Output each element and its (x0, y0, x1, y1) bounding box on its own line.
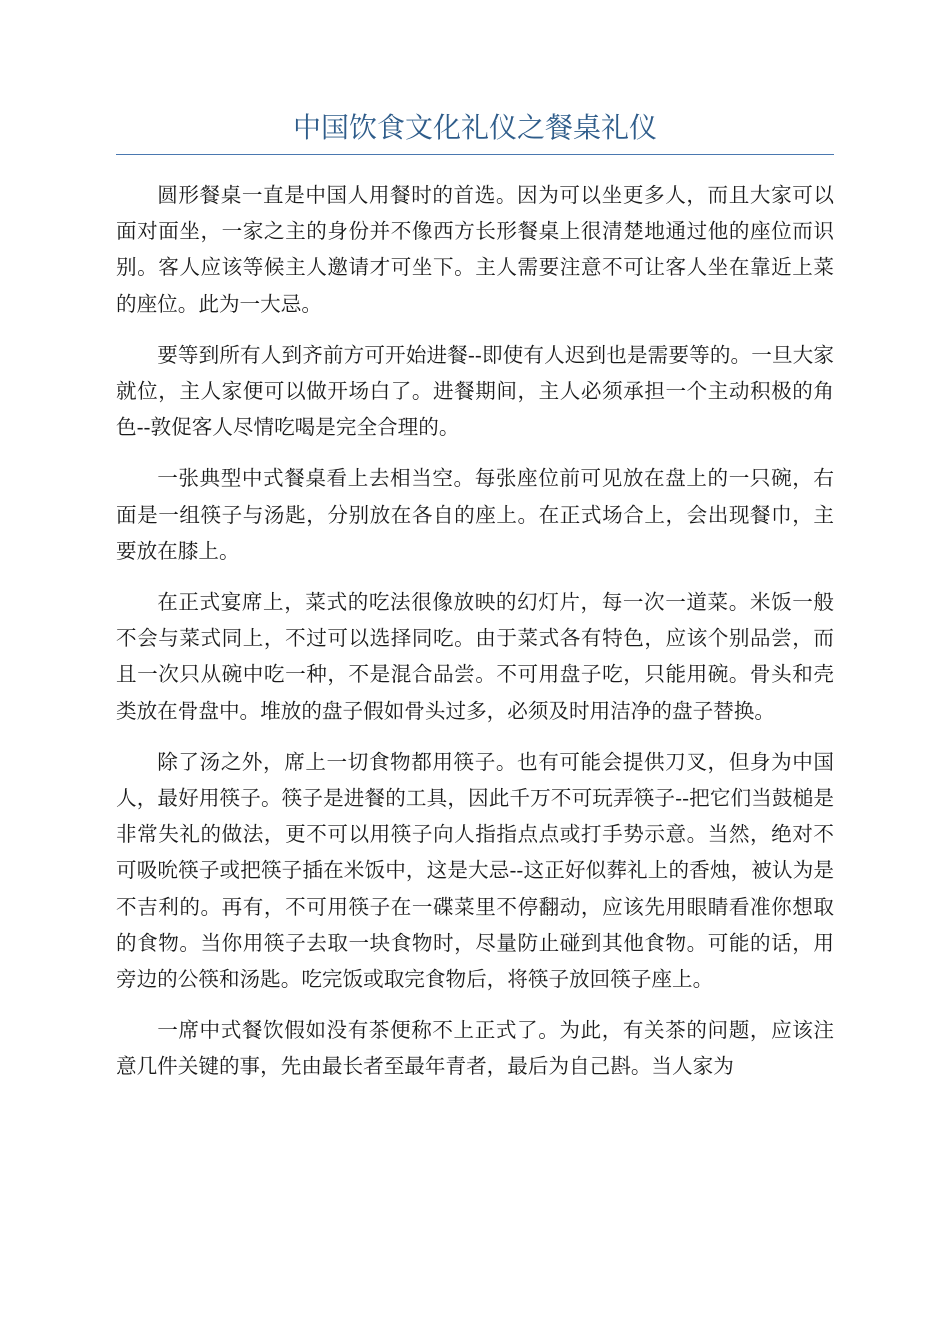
paragraph-1: 圆形餐桌一直是中国人用餐时的首选。因为可以坐更多人，而且大家可以面对面坐，一家之主的身份并不像西方长形餐桌上很清楚地通过他的座位而识别。客人应该等候主人邀请才可坐下。主人需要注意不可让客人坐在靠近上菜的座位。此为一大忌。 (116, 183, 834, 316)
paragraph-6: 一席中式餐饮假如没有茶便称不上正式了。为此，有关茶的问题，应该注意几件关键的事，先由最长者至最年青者，最后为自己斟。当人家为 (116, 1018, 834, 1079)
paragraph-5: 除了汤之外，席上一切食物都用筷子。也有可能会提供刀叉，但身为中国人，最好用筷子。筷子是进餐的工具，因此千万不可玩弄筷子--把它们当鼓槌是非常失礼的做法，更不可以用筷子向人指指点点或打手势示意。当然，绝对不可吸吮筷子或把筷子插在米饭中，这是大忌--这正好似葬礼上的香烛，被认为是不吉利的。再有，不可用筷子在一碟菜里不停翻动，应该先用眼睛看准你想取的食物。当你用筷子去取一块食物时，尽量防止碰到其他食物。可能的话，用旁边的公筷和汤匙。吃完饭或取完食物后，将筷子放回筷子座上。 (116, 749, 834, 992)
title-underline (116, 154, 834, 155)
paragraph-4: 在正式宴席上，菜式的吃法很像放映的幻灯片，每一次一道菜。米饭一般不会与菜式同上，不过可以选择同吃。由于菜式各有特色，应该个别品尝，而且一次只从碗中吃一种，不是混合品尝。不可用盘子吃，只能用碗。骨头和壳类放在骨盘中。堆放的盘子假如骨头过多，必须及时用洁净的盘子替换。 (116, 590, 834, 723)
paragraph-3: 一张典型中式餐桌看上去相当空。每张座位前可见放在盘上的一只碗，右面是一组筷子与汤匙，分别放在各自的座上。在正式场合上，会出现餐巾，主要放在膝上。 (116, 466, 834, 563)
paragraph-2: 要等到所有人到齐前方可开始进餐--即使有人迟到也是需要等的。一旦大家就位，主人家便可以做开场白了。进餐期间，主人必须承担一个主动积极的角色--敦促客人尽情吃喝是完全合理的。 (116, 342, 834, 440)
document-body (116, 177, 834, 1100)
document-title: 中国饮食文化礼仪之餐桌礼仪 (292, 111, 657, 144)
